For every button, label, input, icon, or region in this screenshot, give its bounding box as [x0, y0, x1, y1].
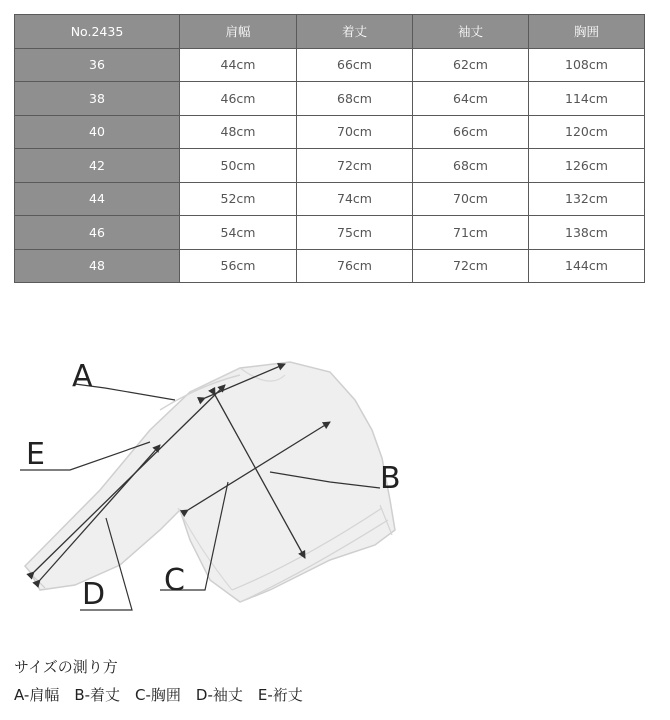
table-cell: 108cm [529, 48, 645, 82]
size-cell: 38 [15, 82, 180, 116]
table-cell: 71cm [413, 216, 529, 250]
table-row [15, 48, 645, 82]
table-cell: 138cm [529, 216, 645, 250]
label-c: C [164, 563, 185, 598]
table-row [15, 216, 645, 250]
size-cell: 36 [15, 48, 180, 82]
size-table [14, 14, 645, 283]
table-cell: 48cm [180, 115, 297, 149]
table-cell: 114cm [529, 82, 645, 116]
table-cell: 44cm [180, 48, 297, 82]
table-row [15, 182, 645, 216]
table-cell: 120cm [529, 115, 645, 149]
table-cell: 56cm [180, 249, 297, 283]
size-cell: 48 [15, 249, 180, 283]
table-cell: 132cm [529, 182, 645, 216]
table-cell: 62cm [413, 48, 529, 82]
table-row [15, 149, 645, 183]
table-cell: 76cm [297, 249, 413, 283]
table-cell: 68cm [413, 149, 529, 183]
table-cell: 50cm [180, 149, 297, 183]
header-shoulder: 肩幅 [180, 15, 297, 49]
measurement-caption-title: サイズの測り方 [14, 658, 118, 676]
table-header-row [15, 15, 645, 49]
table-cell: 74cm [297, 182, 413, 216]
table-cell: 70cm [297, 115, 413, 149]
table-cell: 68cm [297, 82, 413, 116]
table-cell: 66cm [297, 48, 413, 82]
table-cell: 75cm [297, 216, 413, 250]
header-length: 着丈 [297, 15, 413, 49]
measurement-legend: A-肩幅 B-着丈 C-胸囲 D-袖丈 E-裄丈 [14, 686, 303, 704]
table-row [15, 249, 645, 283]
table-cell: 54cm [180, 216, 297, 250]
table-cell: 64cm [413, 82, 529, 116]
header-model: No.2435 [15, 15, 180, 49]
table-row [15, 115, 645, 149]
size-cell: 46 [15, 216, 180, 250]
table-cell: 46cm [180, 82, 297, 116]
table-cell: 72cm [413, 249, 529, 283]
label-a: A [72, 359, 93, 394]
size-cell: 44 [15, 182, 180, 216]
table-cell: 72cm [297, 149, 413, 183]
table-cell: 144cm [529, 249, 645, 283]
table-cell: 66cm [413, 115, 529, 149]
table-cell: 70cm [413, 182, 529, 216]
label-d: D [82, 577, 106, 612]
table-row [15, 82, 645, 116]
label-e: E [26, 437, 45, 472]
header-sleeve: 袖丈 [413, 15, 529, 49]
size-cell: 40 [15, 115, 180, 149]
table-cell: 126cm [529, 149, 645, 183]
header-chest: 胸囲 [529, 15, 645, 49]
garment-measurement-diagram [0, 340, 670, 630]
table-cell: 52cm [180, 182, 297, 216]
size-cell: 42 [15, 149, 180, 183]
label-b: B [380, 461, 401, 496]
